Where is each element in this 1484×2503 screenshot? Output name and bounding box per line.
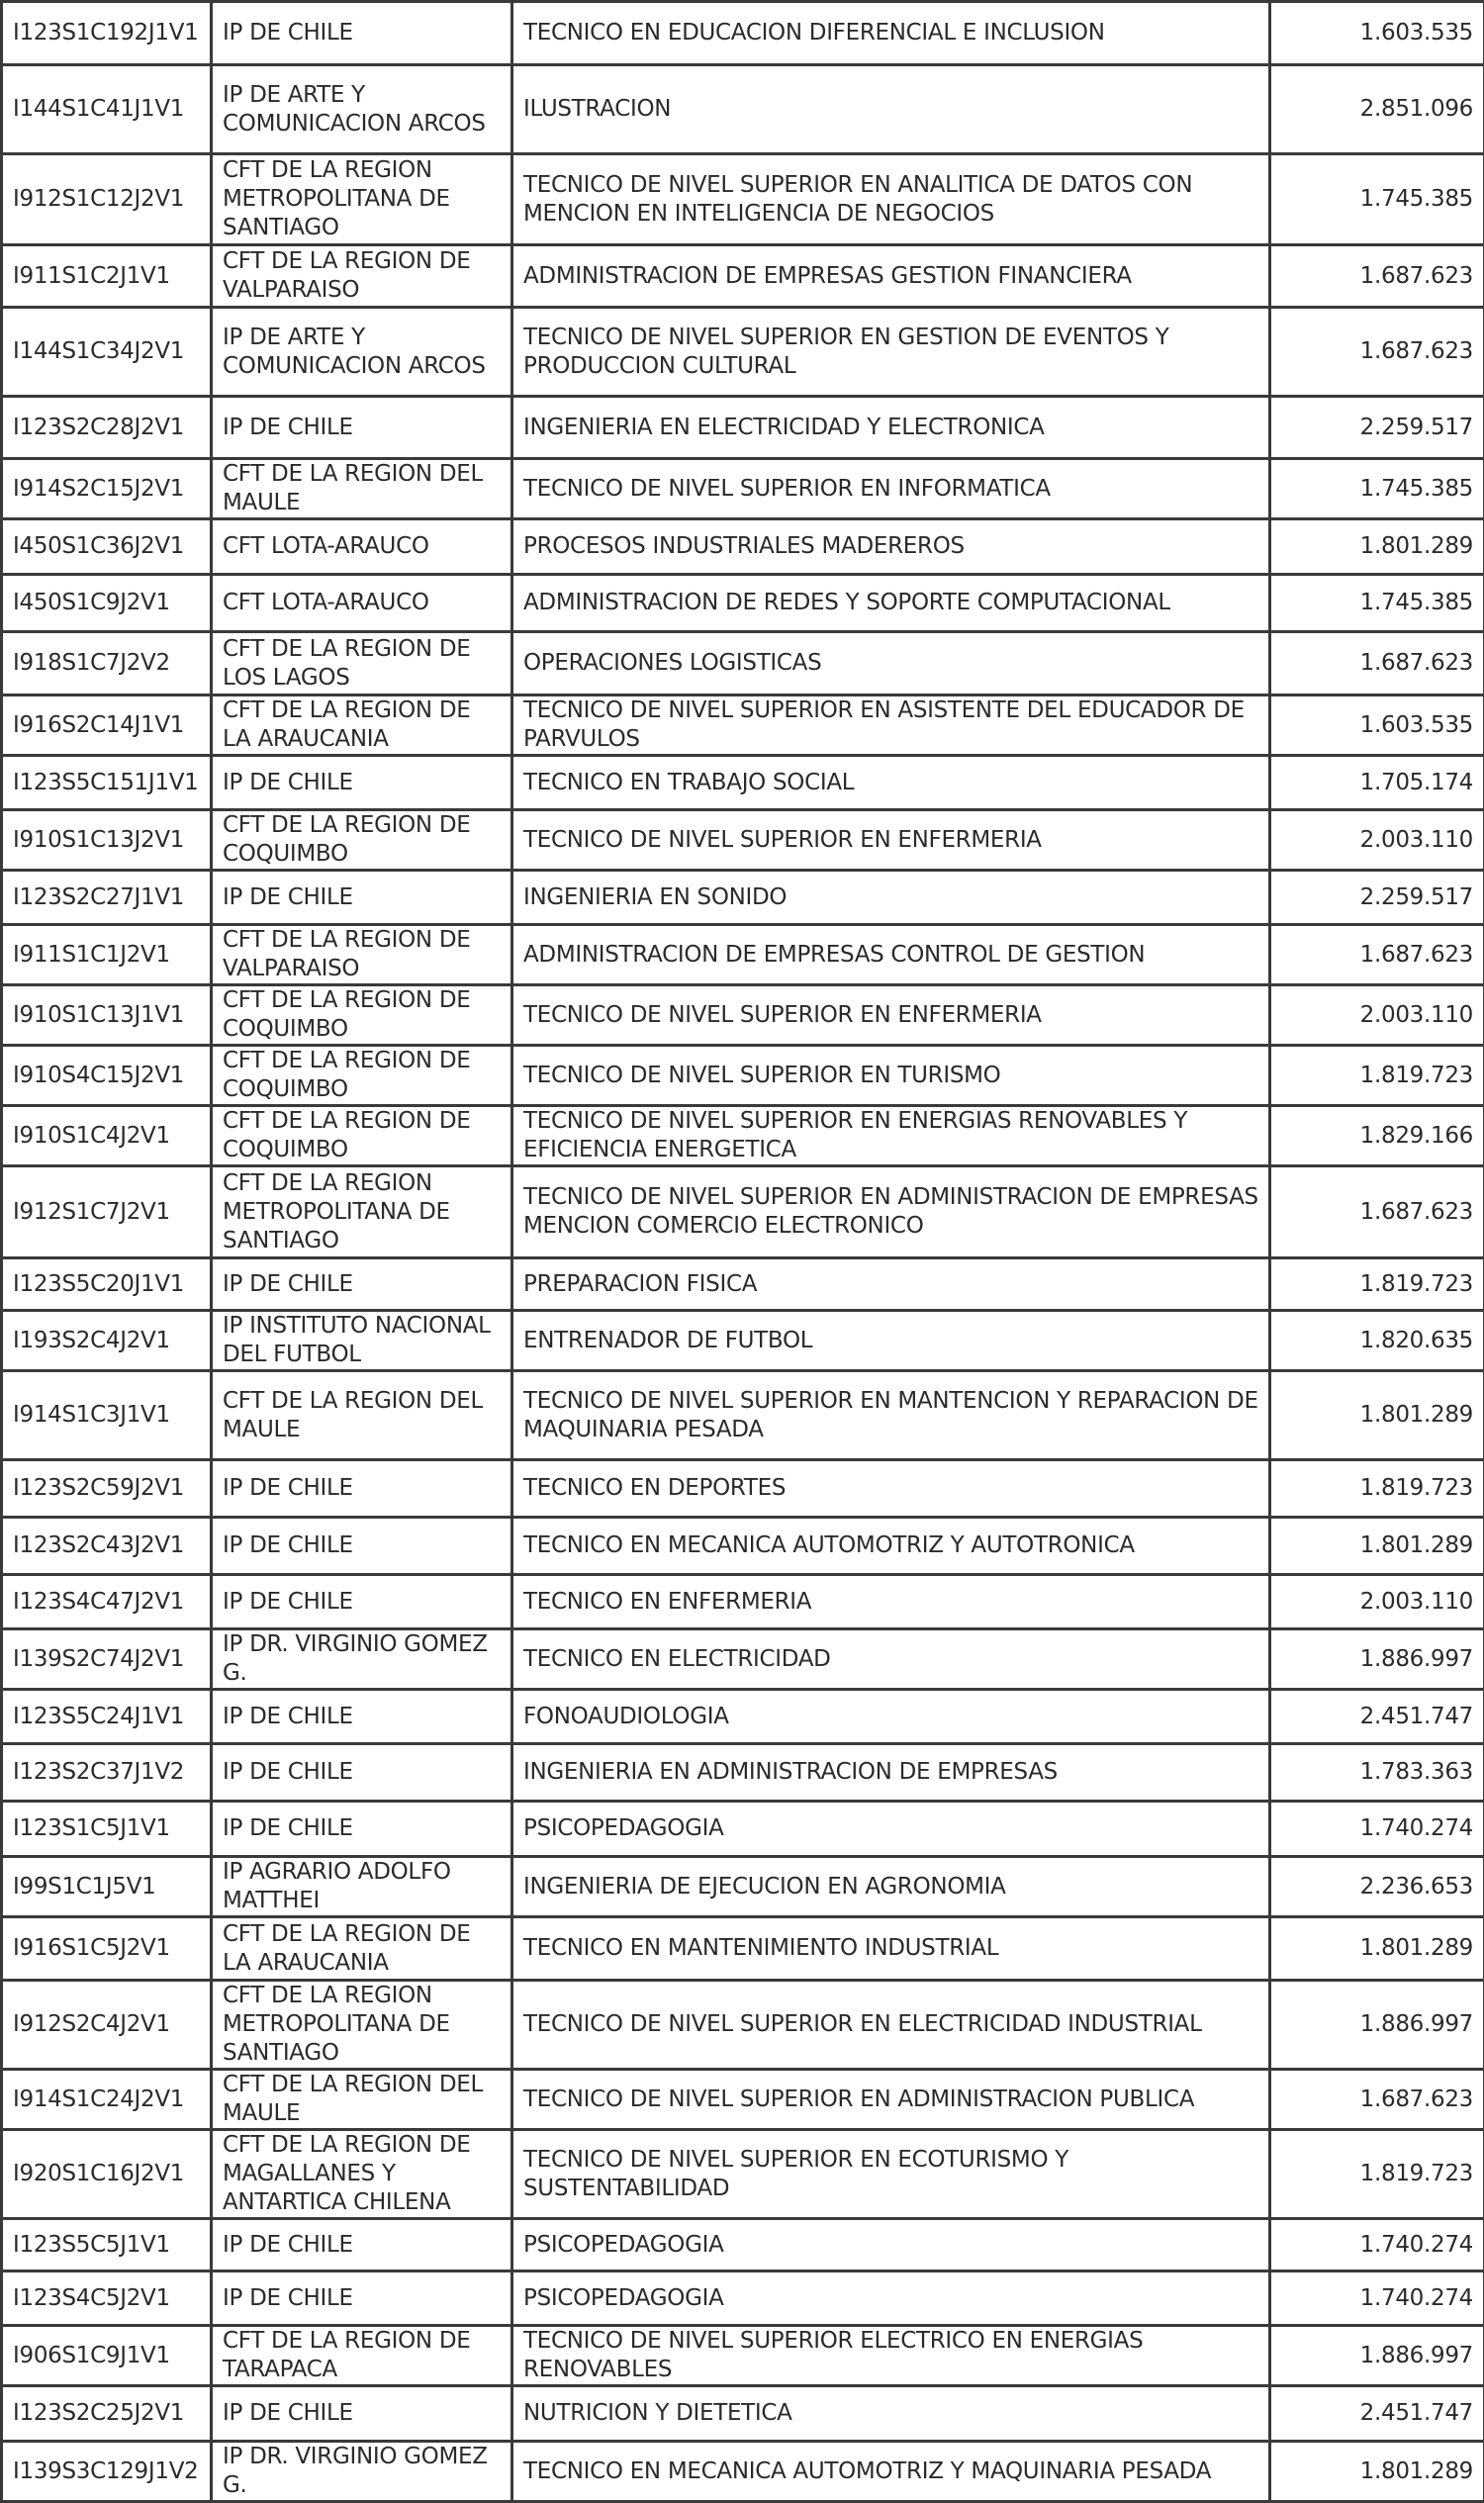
program-code-cell: I910S4C15J2V1 <box>2 1046 212 1106</box>
program-name-cell: TECNICO EN EDUCACION DIFERENCIAL E INCLUSION <box>512 2 1270 65</box>
institution-cell: CFT DE LA REGION DEL MAULE <box>212 2070 512 2130</box>
table-row <box>2 810 1484 871</box>
program-name-cell: TECNICO DE NIVEL SUPERIOR EN ENFERMERIA <box>512 810 1270 871</box>
table-row <box>2 2386 1484 2442</box>
institution-cell: IP DE CHILE <box>212 2219 512 2271</box>
program-code-cell: I912S1C7J2V1 <box>2 1166 212 1258</box>
program-name-cell: PROCESOS INDUSTRIALES MADEREROS <box>512 519 1270 575</box>
institution-cell: CFT DE LA REGION METROPOLITANA DE SANTIAGO <box>212 1981 512 2070</box>
program-code-cell: I450S1C9J2V1 <box>2 575 212 632</box>
table-row <box>2 575 1484 632</box>
program-code-cell: I912S2C4J2V1 <box>2 1981 212 2070</box>
program-name-cell: ILUSTRACION <box>512 65 1270 154</box>
institution-cell: CFT DE LA REGION DE COQUIMBO <box>212 1046 512 1106</box>
institution-cell: IP DE CHILE <box>212 1690 512 1744</box>
amount-cell: 1.819.723 <box>1270 2130 1484 2219</box>
amount-cell: 1.801.289 <box>1270 1371 1484 1460</box>
program-name-cell: PSICOPEDAGOGIA <box>512 1802 1270 1857</box>
amount-cell: 2.451.747 <box>1270 2386 1484 2442</box>
program-name-cell: ADMINISTRACION DE EMPRESAS CONTROL DE GESTION <box>512 925 1270 985</box>
program-code-cell: I910S1C13J2V1 <box>2 810 212 871</box>
amount-cell: 1.819.723 <box>1270 1046 1484 1106</box>
amount-cell: 1.886.997 <box>1270 2326 1484 2386</box>
institution-cell: CFT DE LA REGION METROPOLITANA DE SANTIAGO <box>212 154 512 245</box>
table-row <box>2 1106 1484 1166</box>
table-row <box>2 2271 1484 2326</box>
table-row <box>2 2 1484 65</box>
amount-cell: 1.820.635 <box>1270 1311 1484 1371</box>
program-code-cell: I123S5C5J1V1 <box>2 2219 212 2271</box>
amount-cell: 2.451.747 <box>1270 1690 1484 1744</box>
institution-cell: CFT DE LA REGION DEL MAULE <box>212 1371 512 1460</box>
table-row <box>2 1166 1484 1258</box>
program-code-cell: I450S1C36J2V1 <box>2 519 212 575</box>
institution-cell: CFT DE LA REGION DEL MAULE <box>212 459 512 519</box>
program-name-cell: PREPARACION FISICA <box>512 1258 1270 1311</box>
program-code-cell: I918S1C7J2V2 <box>2 632 212 695</box>
table-row <box>2 154 1484 245</box>
program-code-cell: I139S2C74J2V1 <box>2 1629 212 1690</box>
institution-cell: CFT DE LA REGION DE LA ARAUCANIA <box>212 695 512 756</box>
table-row <box>2 1258 1484 1311</box>
program-name-cell: OPERACIONES LOGISTICAS <box>512 632 1270 695</box>
amount-cell: 1.829.166 <box>1270 1106 1484 1166</box>
institution-cell: CFT LOTA-ARAUCO <box>212 575 512 632</box>
institution-cell: CFT DE LA REGION DE COQUIMBO <box>212 1106 512 1166</box>
institution-cell: IP DE CHILE <box>212 1802 512 1857</box>
program-name-cell: TECNICO EN TRABAJO SOCIAL <box>512 756 1270 810</box>
institution-cell: IP DE CHILE <box>212 2386 512 2442</box>
table-row <box>2 65 1484 154</box>
program-name-cell: TECNICO DE NIVEL SUPERIOR EN ASISTENTE DEL EDUCADOR DE PARVULOS <box>512 695 1270 756</box>
amount-cell: 1.687.623 <box>1270 245 1484 308</box>
program-name-cell: TECNICO EN MECANICA AUTOMOTRIZ Y AUTOTRONICA <box>512 1518 1270 1575</box>
program-code-cell: I144S1C34J2V1 <box>2 308 212 397</box>
institution-cell: IP AGRARIO ADOLFO MATTHEI <box>212 1857 512 1917</box>
program-name-cell: TECNICO EN DEPORTES <box>512 1460 1270 1518</box>
program-name-cell: TECNICO DE NIVEL SUPERIOR EN ADMINISTRACION PUBLICA <box>512 2070 1270 2130</box>
institution-cell: IP DR. VIRGINIO GOMEZ G. <box>212 1629 512 1690</box>
program-name-cell: PSICOPEDAGOGIA <box>512 2219 1270 2271</box>
program-name-cell: PSICOPEDAGOGIA <box>512 2271 1270 2326</box>
amount-cell: 1.745.385 <box>1270 154 1484 245</box>
table-row <box>2 459 1484 519</box>
program-name-cell: INGENIERIA EN ADMINISTRACION DE EMPRESAS <box>512 1744 1270 1802</box>
program-name-cell: NUTRICION Y DIETETICA <box>512 2386 1270 2442</box>
program-code-cell: I99S1C1J5V1 <box>2 1857 212 1917</box>
program-code-cell: I144S1C41J1V1 <box>2 65 212 154</box>
amount-cell: 1.740.274 <box>1270 2271 1484 2326</box>
amount-cell: 2.851.096 <box>1270 65 1484 154</box>
institution-cell: CFT DE LA REGION DE VALPARAISO <box>212 925 512 985</box>
program-code-cell: I193S2C4J2V1 <box>2 1311 212 1371</box>
table-row <box>2 2219 1484 2271</box>
institution-cell: IP DE CHILE <box>212 756 512 810</box>
amount-cell: 2.236.653 <box>1270 1857 1484 1917</box>
table-row <box>2 1981 1484 2070</box>
program-name-cell: ADMINISTRACION DE REDES Y SOPORTE COMPUTACIONAL <box>512 575 1270 632</box>
institution-cell: CFT DE LA REGION DE COQUIMBO <box>212 985 512 1046</box>
amount-cell: 2.259.517 <box>1270 397 1484 459</box>
program-name-cell: ADMINISTRACION DE EMPRESAS GESTION FINANCIERA <box>512 245 1270 308</box>
table-row <box>2 1917 1484 1981</box>
table-row <box>2 1371 1484 1460</box>
institution-cell: CFT DE LA REGION METROPOLITANA DE SANTIAGO <box>212 1166 512 1258</box>
table-row <box>2 695 1484 756</box>
program-name-cell: TECNICO EN MANTENIMIENTO INDUSTRIAL <box>512 1917 1270 1981</box>
amount-cell: 1.705.174 <box>1270 756 1484 810</box>
program-code-cell: I916S1C5J2V1 <box>2 1917 212 1981</box>
amount-cell: 2.003.110 <box>1270 1575 1484 1629</box>
program-code-cell: I123S5C20J1V1 <box>2 1258 212 1311</box>
amount-cell: 2.259.517 <box>1270 871 1484 925</box>
table-body <box>2 2 1484 2502</box>
amount-cell: 1.745.385 <box>1270 459 1484 519</box>
institution-cell: IP DE CHILE <box>212 1518 512 1575</box>
amount-cell: 1.886.997 <box>1270 1981 1484 2070</box>
institution-cell: IP DE ARTE Y COMUNICACION ARCOS <box>212 65 512 154</box>
program-name-cell: TECNICO DE NIVEL SUPERIOR EN ENERGIAS RENOVABLES Y EFICIENCIA ENERGETICA <box>512 1106 1270 1166</box>
table-row <box>2 2130 1484 2219</box>
program-code-cell: I914S1C24J2V1 <box>2 2070 212 2130</box>
amount-cell: 1.740.274 <box>1270 2219 1484 2271</box>
institution-cell: IP DE CHILE <box>212 397 512 459</box>
institution-cell: IP DE CHILE <box>212 1575 512 1629</box>
program-name-cell: TECNICO DE NIVEL SUPERIOR EN MANTENCION Y REPARACION DE MAQUINARIA PESADA <box>512 1371 1270 1460</box>
institution-cell: CFT DE LA REGION DE TARAPACA <box>212 2326 512 2386</box>
program-code-cell: I123S1C5J1V1 <box>2 1802 212 1857</box>
amount-cell: 1.687.623 <box>1270 1166 1484 1258</box>
amount-cell: 1.801.289 <box>1270 1518 1484 1575</box>
institution-cell: IP DE ARTE Y COMUNICACION ARCOS <box>212 308 512 397</box>
table-row <box>2 1046 1484 1106</box>
table-row <box>2 925 1484 985</box>
table-row <box>2 1629 1484 1690</box>
program-name-cell: INGENIERIA EN ELECTRICIDAD Y ELECTRONICA <box>512 397 1270 459</box>
program-name-cell: TECNICO EN ELECTRICIDAD <box>512 1629 1270 1690</box>
program-code-cell: I910S1C4J2V1 <box>2 1106 212 1166</box>
table-row <box>2 985 1484 1046</box>
table-row <box>2 2442 1484 2502</box>
institution-cell: IP DE CHILE <box>212 1258 512 1311</box>
amount-cell: 1.687.623 <box>1270 632 1484 695</box>
table-row <box>2 308 1484 397</box>
amount-cell: 1.603.535 <box>1270 2 1484 65</box>
program-name-cell: TECNICO DE NIVEL SUPERIOR EN TURISMO <box>512 1046 1270 1106</box>
institution-cell: CFT DE LA REGION DE LA ARAUCANIA <box>212 1917 512 1981</box>
institution-cell: CFT DE LA REGION DE LOS LAGOS <box>212 632 512 695</box>
amount-cell: 2.003.110 <box>1270 810 1484 871</box>
table-row <box>2 2070 1484 2130</box>
table-row <box>2 519 1484 575</box>
table-row <box>2 1802 1484 1857</box>
program-code-cell: I123S2C27J1V1 <box>2 871 212 925</box>
program-code-cell: I914S2C15J2V1 <box>2 459 212 519</box>
program-code-cell: I123S5C151J1V1 <box>2 756 212 810</box>
amount-cell: 1.801.289 <box>1270 1917 1484 1981</box>
program-code-cell: I916S2C14J1V1 <box>2 695 212 756</box>
amount-cell: 1.819.723 <box>1270 1258 1484 1311</box>
program-name-cell: TECNICO DE NIVEL SUPERIOR EN ECOTURISMO Y SUSTENTABILIDAD <box>512 2130 1270 2219</box>
amount-cell: 1.801.289 <box>1270 2442 1484 2502</box>
institution-cell: IP DE CHILE <box>212 871 512 925</box>
institution-cell: IP DE CHILE <box>212 1460 512 1518</box>
institution-cell: IP DE CHILE <box>212 2271 512 2326</box>
program-code-cell: I911S1C1J2V1 <box>2 925 212 985</box>
table-row <box>2 245 1484 308</box>
program-code-cell: I123S1C192J1V1 <box>2 2 212 65</box>
program-code-cell: I911S1C2J1V1 <box>2 245 212 308</box>
program-name-cell: FONOAUDIOLOGIA <box>512 1690 1270 1744</box>
program-code-cell: I139S3C129J1V2 <box>2 2442 212 2502</box>
program-name-cell: TECNICO EN MECANICA AUTOMOTRIZ Y MAQUINARIA PESADA <box>512 2442 1270 2502</box>
table-row <box>2 1311 1484 1371</box>
amount-cell: 1.687.623 <box>1270 2070 1484 2130</box>
program-name-cell: TECNICO EN ENFERMERIA <box>512 1575 1270 1629</box>
amount-cell: 2.003.110 <box>1270 985 1484 1046</box>
table-row <box>2 1744 1484 1802</box>
table-row <box>2 632 1484 695</box>
program-code-cell: I123S2C37J1V2 <box>2 1744 212 1802</box>
program-name-cell: TECNICO DE NIVEL SUPERIOR EN ELECTRICIDAD INDUSTRIAL <box>512 1981 1270 2070</box>
table-row <box>2 1575 1484 1629</box>
table-row <box>2 1857 1484 1917</box>
amount-cell: 1.745.385 <box>1270 575 1484 632</box>
institution-cell: CFT DE LA REGION DE COQUIMBO <box>212 810 512 871</box>
table-row <box>2 871 1484 925</box>
program-name-cell: TECNICO DE NIVEL SUPERIOR EN ENFERMERIA <box>512 985 1270 1046</box>
program-code-cell: I123S5C24J1V1 <box>2 1690 212 1744</box>
program-code-cell: I123S2C59J2V1 <box>2 1460 212 1518</box>
table-row <box>2 397 1484 459</box>
institution-cell: CFT DE LA REGION DE VALPARAISO <box>212 245 512 308</box>
amount-cell: 1.603.535 <box>1270 695 1484 756</box>
program-name-cell: TECNICO DE NIVEL SUPERIOR ELECTRICO EN ENERGIAS RENOVABLES <box>512 2326 1270 2386</box>
amount-cell: 1.801.289 <box>1270 519 1484 575</box>
program-code-cell: I910S1C13J1V1 <box>2 985 212 1046</box>
program-code-cell: I912S1C12J2V1 <box>2 154 212 245</box>
program-name-cell: TECNICO DE NIVEL SUPERIOR EN ANALITICA DE DATOS CON MENCION EN INTELIGENCIA DE NEGOCIOS <box>512 154 1270 245</box>
amount-cell: 1.687.623 <box>1270 925 1484 985</box>
amount-cell: 1.819.723 <box>1270 1460 1484 1518</box>
institution-cell: IP INSTITUTO NACIONAL DEL FUTBOL <box>212 1311 512 1371</box>
program-code-cell: I123S2C25J2V1 <box>2 2386 212 2442</box>
table-row <box>2 1690 1484 1744</box>
table-row <box>2 1460 1484 1518</box>
program-name-cell: ENTRENADOR DE FUTBOL <box>512 1311 1270 1371</box>
amount-cell: 1.740.274 <box>1270 1802 1484 1857</box>
table-row <box>2 2326 1484 2386</box>
institution-cell: IP DR. VIRGINIO GOMEZ G. <box>212 2442 512 2502</box>
program-name-cell: TECNICO DE NIVEL SUPERIOR EN GESTION DE EVENTOS Y PRODUCCION CULTURAL <box>512 308 1270 397</box>
table-row <box>2 1518 1484 1575</box>
table-row <box>2 756 1484 810</box>
amount-cell: 1.783.363 <box>1270 1744 1484 1802</box>
institution-cell: IP DE CHILE <box>212 2 512 65</box>
program-code-cell: I906S1C9J1V1 <box>2 2326 212 2386</box>
amount-cell: 1.886.997 <box>1270 1629 1484 1690</box>
program-code-cell: I123S2C28J2V1 <box>2 397 212 459</box>
institution-cell: CFT LOTA-ARAUCO <box>212 519 512 575</box>
program-name-cell: INGENIERIA DE EJECUCION EN AGRONOMIA <box>512 1857 1270 1917</box>
program-name-cell: TECNICO DE NIVEL SUPERIOR EN ADMINISTRACION DE EMPRESAS MENCION COMERCIO ELECTRONICO <box>512 1166 1270 1258</box>
institution-cell: CFT DE LA REGION DE MAGALLANES Y ANTARTICA CHILENA <box>212 2130 512 2219</box>
program-name-cell: TECNICO DE NIVEL SUPERIOR EN INFORMATICA <box>512 459 1270 519</box>
amount-cell: 1.687.623 <box>1270 308 1484 397</box>
institution-cell: IP DE CHILE <box>212 1744 512 1802</box>
program-code-cell: I123S4C5J2V1 <box>2 2271 212 2326</box>
program-code-cell: I123S4C47J2V1 <box>2 1575 212 1629</box>
program-name-cell: INGENIERIA EN SONIDO <box>512 871 1270 925</box>
program-code-cell: I920S1C16J2V1 <box>2 2130 212 2219</box>
program-code-cell: I123S2C43J2V1 <box>2 1518 212 1575</box>
program-code-cell: I914S1C3J1V1 <box>2 1371 212 1460</box>
